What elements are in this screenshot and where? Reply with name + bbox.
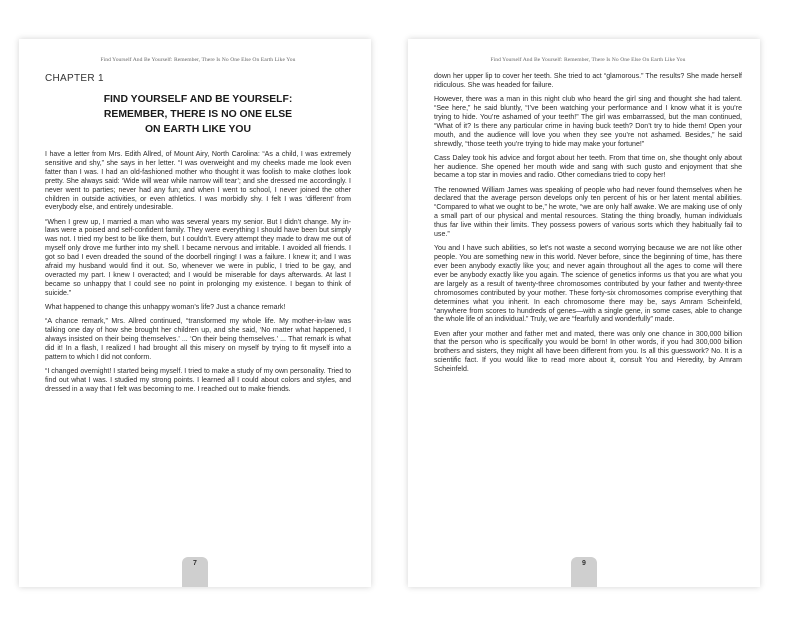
paragraph: Cass Daley took his advice and forgot about her teeth. From that time on, she thought only about her audience. She opened her mouth wide and sang with such gusto and enjoyment that she became a top star in movies and radio. Other comedians tried to copy her! bbox=[434, 154, 742, 180]
paragraph: However, there was a man in this night club who heard the girl sing and thought she had talent. “See here,” he said bluntly, “I’ve been watching your performance and I know what it is you’re trying to hide. You’re ashamed of your teeth!” The girl was embarrassed, but the man continued, “What of it? Is there any particular crime in having buck teeth? Don’t try to hide them! Open your mouth, and the audience will love you when they see you’re not ashamed. Besides,” he said shrewdly, “those teeth you’re trying to hide may make your fortune!” bbox=[434, 96, 742, 148]
right-page bbox=[408, 39, 760, 587]
page-number: 7 bbox=[193, 560, 197, 567]
running-head: Find Yourself And Be Yourself: Remember, There Is No One Else On Earth Like You bbox=[100, 57, 296, 63]
running-head: Find Yourself And Be Yourself: Remember, There Is No One Else On Earth Like You bbox=[490, 57, 686, 63]
left-page bbox=[19, 39, 371, 587]
chapter-title bbox=[45, 92, 351, 137]
paragraph: “I changed overnight! I started being myself. I tried to make a study of my own personality. Tried to find out what I was. I studied my strong points. I learned all I could about colors and styles, and dressed in a way that I felt was becoming to me. I reached out to make friends. bbox=[45, 367, 351, 393]
paragraph: I have a letter from Mrs. Edith Allred, of Mount Airy, North Carolina: “As a child, I was extremely sensitive and shy,” she says in her letter. “I was overweight and my cheeks made me look even fatter than I was. I had an old-fashioned mother who thought it was foolish to make clothes look pretty. She always said: ‘Wide will wear while narrow will tear’; and she dressed me accordingly. I never went to parties; never had any fun; and when I went to school, I never joined the other children in outside activities, or even athletics. I was morbidly shy. I felt I was ‘different’ from everybody else, and entirely undesirable. bbox=[45, 151, 351, 212]
paragraph: Even after your mother and father met and mated, there was only one chance in 300,000 billion that the person who is specifically you would be born! In other words, if you had 300,000 billion brothers and sisters, they might all have been different from you. Is all this guesswork? No. It is a scientific fact. If you would like to read more about it, consult You and Heredity, by Amram Scheinfeld. bbox=[434, 330, 742, 374]
paragraph: The renowned William James was speaking of people who had never found themselves when he declared that the average person develops only ten percent of his or her latent mental abilities. “Compared to what we ought to be,” he wrote, “we are only half awake. We are making use of only a small part of our physical and mental resources. Stating the thing broadly, human individuals thus far live within their limits. They possess powers of various sorts which they habitually fail to use.” bbox=[434, 186, 742, 239]
paragraph: You and I have such abilities, so let’s not waste a second worrying because we are not like other people. You are something new in this world. Never before, since the beginning of time, has there ever been anybody exactly like you; and never again throughout all the ages to come will there ever be anybody exactly like you again. The science of genetics informs us that you are what you are largely as a result of twenty-three chromosomes contributed by your father and twenty-three chromosomes contributed by your mother. These forty-six chromosomes comprise everything that determines what you inherit. In each chromosome there may be, says Amram Scheinfeld, “anywhere from scores to hundreds of genes—with a single gene, in some cases, able to change the whole life of an individual.” Truly, we are “fearfully and wonderfully” made. bbox=[434, 245, 742, 324]
page-number: 9 bbox=[582, 560, 586, 567]
chapter-label: CHAPTER 1 bbox=[45, 73, 104, 84]
paragraph: down her upper lip to cover her teeth. She tried to act “glamorous.” The results? She made herself ridiculous. She was headed for failure. bbox=[434, 73, 742, 89]
chapter-title-line: ON EARTH LIKE YOU bbox=[144, 124, 252, 135]
paragraph: “When I grew up, I married a man who was several years my senior. But I didn’t change. My in-laws were a poised and self-confident family. They were everything I should have been but simply was not. I tried my best to be like them, but I couldn’t. Every attempt they made to draw me out of myself only drove me further into my shell. I became nervous and irritable. I avoided all friends. I got so bad I even dreaded the sound of the doorbell ringing! I was a failure. I knew it; and I was afraid my husband would find it out. So, whenever we were in public, I tried to be gay, and overacted my part. I knew I overacted; and I would be miserable for days afterwards. At last I became so unhappy that I could see no point in prolonging my existence. I began to think of suicide.” bbox=[45, 218, 351, 297]
chapter-title-line: FIND YOURSELF AND BE YOURSELF: bbox=[103, 94, 293, 105]
paragraph: “A chance remark,” Mrs. Allred continued, “transformed my whole life. My mother-in-law was talking one day of how she brought her children up, and she said, ‘No matter what happened, I always insisted on their being themselves.’ ... ‘On their being themselves.’ ... That remark is what did it! In a flash, I realized I had brought all this misery on myself by trying to fit myself into a pattern to which I did not conform. bbox=[45, 317, 351, 361]
page-number-tab[interactable] bbox=[182, 557, 208, 587]
paragraph: What happened to change this unhappy woman’s life? Just a chance remark! bbox=[45, 303, 286, 311]
page-number-tab[interactable] bbox=[571, 557, 597, 587]
chapter-title-line: REMEMBER, THERE IS NO ONE ELSE bbox=[103, 109, 293, 120]
